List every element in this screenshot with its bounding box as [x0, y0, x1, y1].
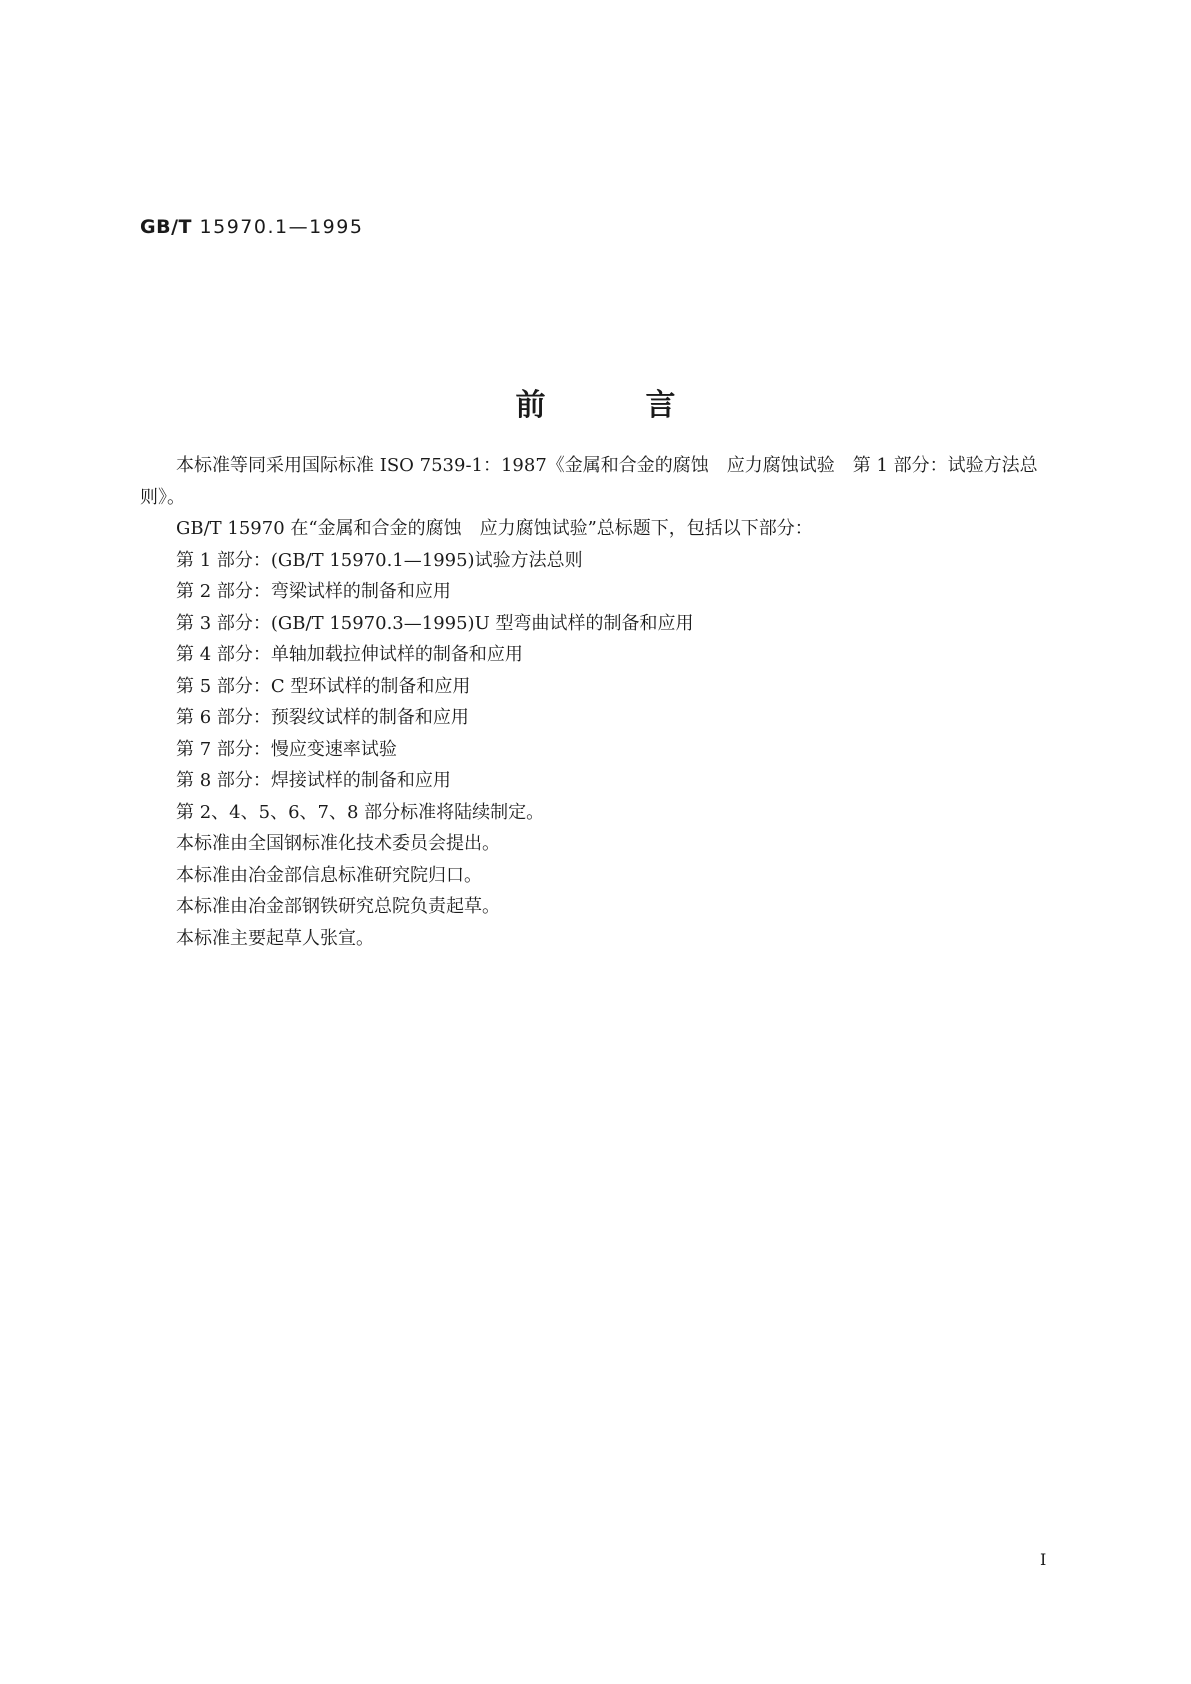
list-item-part-5: 第 5 部分：C 型环试样的制备和应用 [176, 675, 471, 697]
foreword-body [140, 450, 1070, 954]
standard-prefix: GB/T [140, 216, 192, 238]
standard-code [140, 216, 363, 238]
list-item-part-2: 第 2 部分：弯梁试样的制备和应用 [176, 581, 451, 602]
list-item-part-3: 第 3 部分：(GB/T 15970.3—1995)U 型弯曲试样的制备和应用 [176, 612, 694, 634]
paragraph-centralized-by: 本标准由冶金部信息标准研究院归口。 [176, 864, 482, 886]
list-item-part-6: 第 6 部分：预裂纹试样的制备和应用 [176, 707, 469, 728]
paragraph-drafted-by: 本标准由冶金部钢铁研究总院负责起草。 [176, 896, 500, 917]
list-item-part-4: 第 4 部分：单轴加载拉伸试样的制备和应用 [176, 644, 523, 665]
list-item-part-7: 第 7 部分：慢应变速率试验 [176, 738, 397, 760]
list-item-part-1: 第 1 部分：(GB/T 15970.1—1995)试验方法总则 [176, 549, 583, 571]
page-number: I [1040, 1550, 1047, 1569]
paragraph-future-parts: 第 2、4、5、6、7、8 部分标准将陆续制定。 [176, 801, 545, 823]
paragraph-adoption: 本标准等同采用国际标准 ISO 7539-1：1987《金属和合金的腐蚀 应力腐蚀试验 第 1 部分：试验方法总则》。 [140, 455, 1038, 508]
paragraph-main-drafter: 本标准主要起草人张宣。 [176, 927, 374, 949]
paragraph-proposed-by: 本标准由全国钢标准化技术委员会提出。 [176, 833, 500, 854]
paragraph-series-intro: GB/T 15970 在“金属和合金的腐蚀 应力腐蚀试验”总标题下，包括以下部分： [176, 518, 813, 539]
page-title: 前言 [515, 388, 776, 423]
list-item-part-8: 第 8 部分：焊接试样的制备和应用 [176, 770, 451, 791]
standard-number: 15970.1—1995 [191, 216, 364, 238]
